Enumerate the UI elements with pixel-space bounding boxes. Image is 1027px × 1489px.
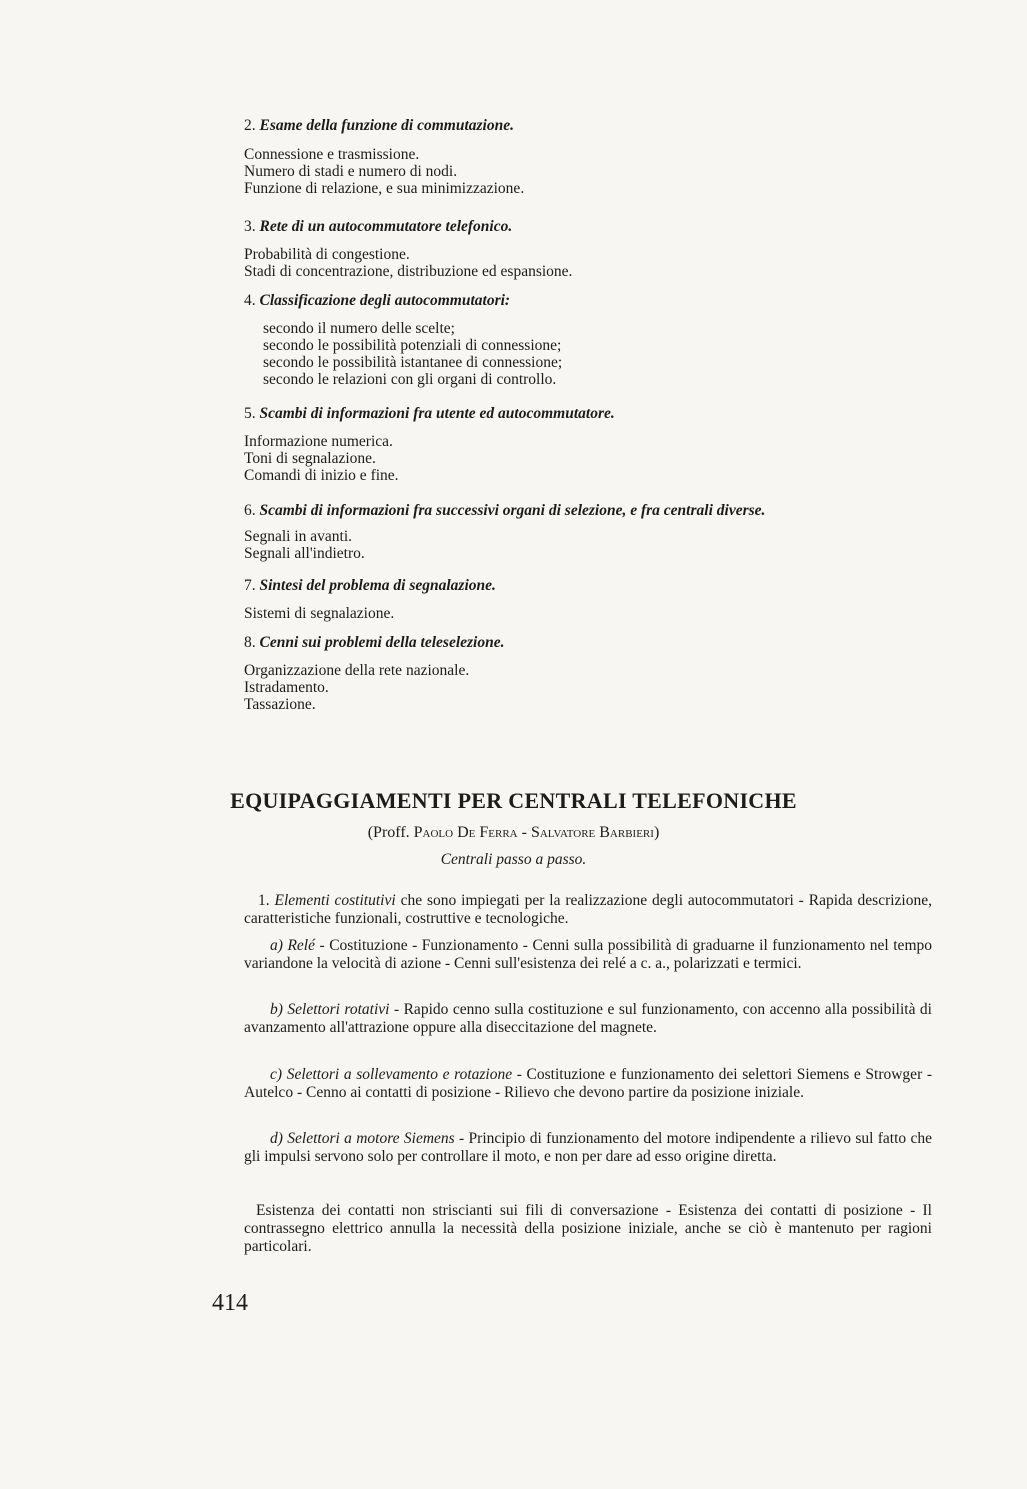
section-line: secondo le relazioni con gli organi di controllo. <box>263 371 557 388</box>
section-line: Segnali all'indietro. <box>244 545 365 562</box>
course-subtitle: Centrali passo a passo. <box>440 851 587 868</box>
section-8 <box>244 634 504 713</box>
section-heading: 3. Rete di un autocommutatore telefonico. <box>244 218 513 235</box>
section-heading: 5. Scambi di informazioni fra utente ed autocommutatore. <box>244 405 615 422</box>
section-line: Funzione di relazione, e sua minimizzazione. <box>244 180 525 197</box>
section-line: Comandi di inizio e fine. <box>244 467 399 484</box>
paragraph-b: b) Selettori rotativi - Rapido cenno sulla costituzione e sul funzionamento, con accenno alla possibilità di avanzamento all'attrazione oppure alla diseccitazione del magnete. <box>244 1001 932 1036</box>
paragraph-e: Esistenza dei contatti non striscianti sui fili di conversazione - Esistenza dei contatti di posizione - Il contrassegno elettrico annulla la necessità della posizione iniziale, anche se ciò è mantenuto per ragioni particolari. <box>244 1202 932 1255</box>
section-7 <box>244 577 496 622</box>
paragraph-a: a) Relé - Costituzione - Funzionamento - Cenni sulla possibilità di graduarne il funzionamento nel tempo variandone la velocità di azione - Cenni sull'esistenza dei relé a c. a., polarizzati e termici. <box>244 937 932 972</box>
course-authors: (Proff. Paolo De Ferra - Salvatore Barbieri) <box>367 824 660 841</box>
section-line: Istradamento. <box>244 679 329 696</box>
section-line: secondo le possibilità potenziali di connessione; <box>263 337 562 354</box>
section-line: Stadi di concentrazione, distribuzione ed espansione. <box>244 263 573 280</box>
section-line: secondo le possibilità istantanee di connessione; <box>263 354 563 371</box>
section-line: Numero di stadi e numero di nodi. <box>244 163 458 180</box>
section-heading: 4. Classificazione degli autocommutatori: <box>244 292 511 309</box>
paragraph-1: 1. Elementi costitutivi che sono impiegati per la realizzazione degli autocommutatori - Rapida descrizione, caratteristiche funzionali, costruttive e tecnologiche. <box>244 892 932 927</box>
section-line: Toni di segnalazione. <box>244 450 376 467</box>
paragraph-d: d) Selettori a motore Siemens - Principio di funzionamento del motore indipendente a rilievo sul fatto che gli impulsi servono solo per controllare il moto, e non per dare ad esso origine diretta. <box>244 1130 933 1165</box>
section-line: Connessione e trasmissione. <box>244 146 420 163</box>
section-heading: 6. Scambi di informazioni fra successivi organi di selezione, e fra centrali diverse. <box>244 502 766 519</box>
section-3 <box>244 218 572 280</box>
paragraph-c: c) Selettori a sollevamento e rotazione - Costituzione e funzionamento dei selettori Siemens e Strowger - Autelco - Cenno ai contatti di posizione - Rilievo che devono partire da posizione iniziale. <box>244 1066 933 1101</box>
section-line: secondo il numero delle scelte; <box>263 320 455 337</box>
section-line: Segnali in avanti. <box>244 528 353 545</box>
course-title: EQUIPAGGIAMENTI PER CENTRALI TELEFONICHE <box>230 788 797 813</box>
section-heading: 8. Cenni sui problemi della teleselezione. <box>244 634 505 651</box>
section-line: Informazione numerica. <box>244 433 393 450</box>
section-6 <box>244 502 765 562</box>
section-2 <box>244 117 524 197</box>
author-name: Paolo De Ferra <box>413 824 518 841</box>
section-5 <box>244 405 615 484</box>
section-heading: 2. Esame della funzione di commutazione. <box>244 117 514 134</box>
author-name: Salvatore Barbieri <box>530 824 654 841</box>
section-line: Probabilità di congestione. <box>244 246 410 263</box>
section-line: Organizzazione della rete nazionale. <box>244 662 470 679</box>
section-line: Tassazione. <box>244 696 316 713</box>
section-4 <box>244 292 562 388</box>
page-number: 414 <box>212 1290 248 1316</box>
section-line: Sistemi di segnalazione. <box>244 605 395 622</box>
section-heading: 7. Sintesi del problema di segnalazione. <box>244 577 496 594</box>
